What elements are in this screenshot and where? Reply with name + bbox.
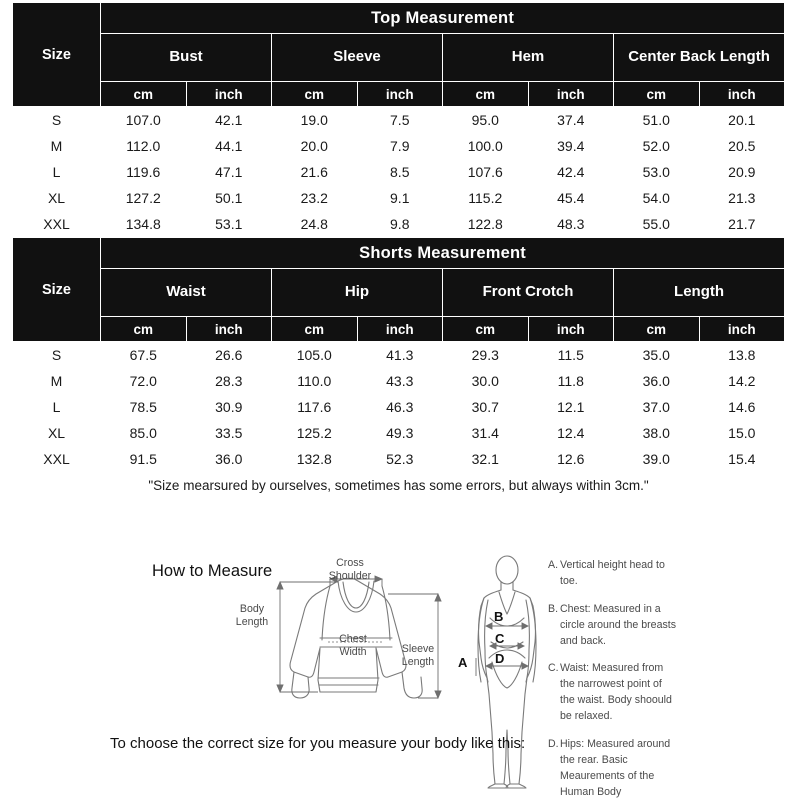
measure-cell: 30.7 xyxy=(443,394,529,420)
unit-header: cm xyxy=(443,82,529,107)
measure-cell: 47.1 xyxy=(186,159,272,185)
unit-header: cm xyxy=(101,317,187,342)
measure-cell: 119.6 xyxy=(101,159,187,185)
measure-cell: 85.0 xyxy=(101,420,187,446)
size-tables-container xyxy=(12,2,784,499)
measure-cell: 100.0 xyxy=(443,133,529,159)
size-cell: XL xyxy=(13,185,101,211)
measure-cell: 132.8 xyxy=(272,446,358,472)
measure-cell: 125.2 xyxy=(272,420,358,446)
size-cell: L xyxy=(13,394,101,420)
size-cell: S xyxy=(13,342,101,368)
measure-cell: 107.0 xyxy=(101,107,187,133)
measure-cell: 122.8 xyxy=(443,211,529,237)
instruction-d xyxy=(548,737,678,800)
measure-cell: 20.9 xyxy=(699,159,785,185)
measure-cell: 67.5 xyxy=(101,342,187,368)
table-group-name-row xyxy=(13,34,785,82)
measure-cell: 105.0 xyxy=(272,342,358,368)
measure-cell: 55.0 xyxy=(614,211,700,237)
table-unit-row xyxy=(13,82,785,107)
group-header-sleeve: Sleeve xyxy=(272,34,443,82)
table-group-title-row xyxy=(13,3,785,34)
measure-cell: 15.0 xyxy=(699,420,785,446)
measure-cell: 30.0 xyxy=(443,368,529,394)
instruction-text: Chest: Measured in a circle around the breasts and back. xyxy=(560,602,677,647)
measure-cell: 14.2 xyxy=(699,368,785,394)
measure-cell: 20.0 xyxy=(272,133,358,159)
measurement-instructions-list xyxy=(548,558,678,800)
measure-cell: 52.3 xyxy=(357,446,443,472)
group-header-length: Length xyxy=(614,269,785,317)
footer-note: "Size mearsured by ourselves, sometimes has some errors, but always within 3cm." xyxy=(13,472,785,499)
table-row xyxy=(13,211,785,237)
measure-cell: 53.1 xyxy=(186,211,272,237)
measure-cell: 35.0 xyxy=(614,342,700,368)
measure-cell: 127.2 xyxy=(101,185,187,211)
measure-cell: 24.8 xyxy=(272,211,358,237)
measure-cell: 46.3 xyxy=(357,394,443,420)
measure-cell: 39.4 xyxy=(528,133,614,159)
choose-size-instruction: To choose the correct size for you measure your body like this: xyxy=(110,735,526,752)
measure-cell: 39.0 xyxy=(614,446,700,472)
instruction-letter: D. xyxy=(548,738,559,751)
measure-cell: 117.6 xyxy=(272,394,358,420)
body-letter-a: A xyxy=(458,655,468,670)
table-group-name-row xyxy=(13,269,785,317)
table-unit-row xyxy=(13,317,785,342)
shorts-measurement-table xyxy=(12,237,785,499)
table-row xyxy=(13,420,785,446)
measure-cell: 19.0 xyxy=(272,107,358,133)
measure-cell: 48.3 xyxy=(528,211,614,237)
group-header-waist: Waist xyxy=(101,269,272,317)
body-letter-c: C xyxy=(495,631,505,646)
group-header-hip: Hip xyxy=(272,269,443,317)
table-row xyxy=(13,159,785,185)
measure-cell: 14.6 xyxy=(699,394,785,420)
measure-cell: 91.5 xyxy=(101,446,187,472)
table-row xyxy=(13,133,785,159)
measure-cell: 21.3 xyxy=(699,185,785,211)
table-row xyxy=(13,342,785,368)
measure-cell: 9.8 xyxy=(357,211,443,237)
instruction-text: Waist: Measured from the narrowest point of the waist. Body shoould be relaxed. xyxy=(560,662,672,723)
measure-cell: 49.3 xyxy=(357,420,443,446)
measure-cell: 37.4 xyxy=(528,107,614,133)
instruction-letter: B. xyxy=(548,602,559,615)
label-cross-shoulder: Cross Shoulder xyxy=(328,557,372,583)
unit-header: inch xyxy=(186,317,272,342)
size-cell: XL xyxy=(13,420,101,446)
measure-cell: 36.0 xyxy=(614,368,700,394)
measure-cell: 95.0 xyxy=(443,107,529,133)
measure-cell: 11.5 xyxy=(528,342,614,368)
measure-cell: 134.8 xyxy=(101,211,187,237)
size-cell: M xyxy=(13,133,101,159)
measure-cell: 12.6 xyxy=(528,446,614,472)
unit-header: cm xyxy=(443,317,529,342)
label-chest-width: Chest Width xyxy=(339,633,367,659)
group-header-center-back-length: Center Back Length xyxy=(614,34,785,82)
measure-cell: 52.0 xyxy=(614,133,700,159)
measure-cell: 28.3 xyxy=(186,368,272,394)
measure-cell: 13.8 xyxy=(699,342,785,368)
measure-cell: 51.0 xyxy=(614,107,700,133)
instruction-c xyxy=(548,661,678,725)
table-row xyxy=(13,107,785,133)
unit-header: cm xyxy=(272,317,358,342)
unit-header: cm xyxy=(101,82,187,107)
unit-header: cm xyxy=(614,317,700,342)
measure-cell: 32.1 xyxy=(443,446,529,472)
measure-cell: 9.1 xyxy=(357,185,443,211)
unit-header: inch xyxy=(528,82,614,107)
unit-header: inch xyxy=(528,317,614,342)
footer-note-row xyxy=(13,472,785,499)
shorts-measurement-title: Shorts Measurement xyxy=(101,238,785,269)
unit-header: inch xyxy=(699,82,785,107)
body-letter-b: B xyxy=(494,609,504,624)
measure-cell: 53.0 xyxy=(614,159,700,185)
unit-header: inch xyxy=(186,82,272,107)
table-row xyxy=(13,368,785,394)
unit-header: inch xyxy=(699,317,785,342)
measure-cell: 7.9 xyxy=(357,133,443,159)
measure-cell: 21.7 xyxy=(699,211,785,237)
table-row xyxy=(13,185,785,211)
measure-cell: 115.2 xyxy=(443,185,529,211)
measure-cell: 12.1 xyxy=(528,394,614,420)
table-group-title-row xyxy=(13,238,785,269)
unit-header: inch xyxy=(357,317,443,342)
measure-cell: 72.0 xyxy=(101,368,187,394)
size-cell: XXL xyxy=(13,446,101,472)
measure-cell: 30.9 xyxy=(186,394,272,420)
unit-header: inch xyxy=(357,82,443,107)
top-measurement-table xyxy=(12,2,785,237)
size-cell: S xyxy=(13,107,101,133)
measure-cell: 33.5 xyxy=(186,420,272,446)
group-header-hem: Hem xyxy=(443,34,614,82)
measure-cell: 38.0 xyxy=(614,420,700,446)
how-to-measure-section xyxy=(0,548,800,800)
table-row xyxy=(13,446,785,472)
table-row xyxy=(13,394,785,420)
measure-cell: 20.5 xyxy=(699,133,785,159)
unit-header: cm xyxy=(614,82,700,107)
measure-cell: 26.6 xyxy=(186,342,272,368)
measure-cell: 7.5 xyxy=(357,107,443,133)
size-column-header: Size xyxy=(13,3,101,107)
measure-cell: 23.2 xyxy=(272,185,358,211)
body-letter-d: D xyxy=(495,651,505,666)
measure-cell: 36.0 xyxy=(186,446,272,472)
how-to-measure-title: How to Measure xyxy=(152,562,273,580)
measure-cell: 78.5 xyxy=(101,394,187,420)
measure-cell: 21.6 xyxy=(272,159,358,185)
measure-cell: 37.0 xyxy=(614,394,700,420)
instruction-a xyxy=(548,558,678,590)
measure-cell: 50.1 xyxy=(186,185,272,211)
measure-cell: 11.8 xyxy=(528,368,614,394)
instruction-text: Vertical height head to toe. xyxy=(560,559,665,587)
measure-cell: 112.0 xyxy=(101,133,187,159)
unit-header: cm xyxy=(272,82,358,107)
label-sleeve-length: Sleeve Length xyxy=(401,643,435,669)
measure-cell: 110.0 xyxy=(272,368,358,394)
size-column-header: Size xyxy=(13,238,101,342)
body-figure-diagram xyxy=(462,554,552,789)
measure-cell: 45.4 xyxy=(528,185,614,211)
instruction-letter: C. xyxy=(548,662,559,675)
measure-cell: 31.4 xyxy=(443,420,529,446)
measure-cell: 20.1 xyxy=(699,107,785,133)
size-cell: M xyxy=(13,368,101,394)
group-header-front-crotch: Front Crotch xyxy=(443,269,614,317)
measure-cell: 8.5 xyxy=(357,159,443,185)
group-header-bust: Bust xyxy=(101,34,272,82)
top-measurement-title: Top Measurement xyxy=(101,3,785,34)
measure-cell: 29.3 xyxy=(443,342,529,368)
measure-cell: 42.4 xyxy=(528,159,614,185)
measure-cell: 44.1 xyxy=(186,133,272,159)
size-cell: XXL xyxy=(13,211,101,237)
measure-cell: 42.1 xyxy=(186,107,272,133)
measure-cell: 12.4 xyxy=(528,420,614,446)
measure-cell: 15.4 xyxy=(699,446,785,472)
measure-cell: 107.6 xyxy=(443,159,529,185)
instruction-letter: A. xyxy=(548,559,559,571)
measure-cell: 54.0 xyxy=(614,185,700,211)
measure-cell: 41.3 xyxy=(357,342,443,368)
instruction-text: Hips: Measured around the rear. Basic Meaurements of the Human Body xyxy=(560,738,671,798)
instruction-b xyxy=(548,602,678,650)
measure-cell: 43.3 xyxy=(357,368,443,394)
size-cell: L xyxy=(13,159,101,185)
label-body-length: Body Length xyxy=(235,603,269,629)
